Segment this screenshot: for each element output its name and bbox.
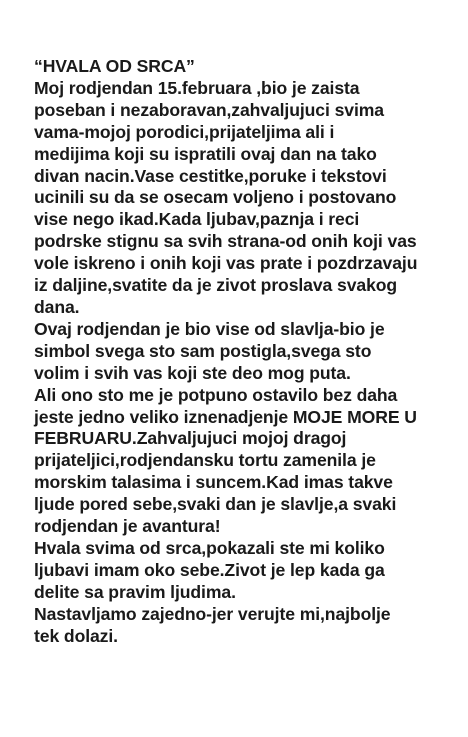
note-line: ljude pored sebe,svaki dan je slavlje,a svaki (34, 494, 397, 515)
note-line: delite sa pravim ljudima. (34, 581, 236, 602)
note-line: vole iskreno i onih koji vas prate i pozdrzavaju (34, 253, 418, 274)
note-line: Hvala svima od srca,pokazali ste mi koliko (34, 537, 385, 558)
note-line: iz daljine,svatite da je zivot proslava svakog (34, 275, 398, 296)
note-line: vise nego ikad.Kada ljubav,paznja i reci (34, 209, 360, 230)
note-line: ljubavi imam oko sebe.Zivot je lep kada ga (34, 559, 385, 580)
note-line: morskim talasima i suncem.Kad imas takve (34, 472, 393, 493)
note-text-block (34, 56, 454, 647)
note-title: “HVALA OD SRCA” (34, 56, 195, 76)
note-line: tek dolazi. (34, 625, 118, 646)
note-line: ucinili su da se osecam voljeno i postovano (34, 187, 397, 208)
note-line: poseban i nezaboravan,zahvaljujuci svima (34, 99, 384, 120)
note-line: prijateljici,rodjendansku tortu zamenila je (34, 450, 376, 471)
note-line: Moj rodjendan 15.februara ,bio je zaista (34, 77, 360, 98)
note-line: Ali ono sto me je potpuno ostavilo bez daha (34, 384, 398, 405)
note-line: podrske stignu sa svih strana-od onih koji vas (34, 231, 417, 252)
note-line: rodjendan je avantura! (34, 516, 221, 537)
note-line: jeste jedno veliko iznenadjenje MOJE MORE U (34, 406, 417, 427)
note-line: medijima koji su ispratili ovaj dan na tako (34, 143, 377, 164)
note-line: Nastavljamo zajedno-jer verujte mi,najbolje (34, 603, 391, 624)
note-line: FEBRUARU.Zahvaljujuci mojoj dragoj (34, 428, 347, 449)
note-line: volim i svih vas koji ste deo mog puta. (34, 362, 351, 383)
note-line: simbol svega sto sam postigla,svega sto (34, 340, 372, 361)
note-line: vama-mojoj porodici,prijateljima ali i (34, 121, 335, 142)
note-line: divan nacin.Vase cestitke,poruke i tekstovi (34, 165, 387, 186)
note-line: Ovaj rodjendan je bio vise od slavlja-bio je (34, 318, 385, 339)
note-line: dana. (34, 296, 80, 317)
